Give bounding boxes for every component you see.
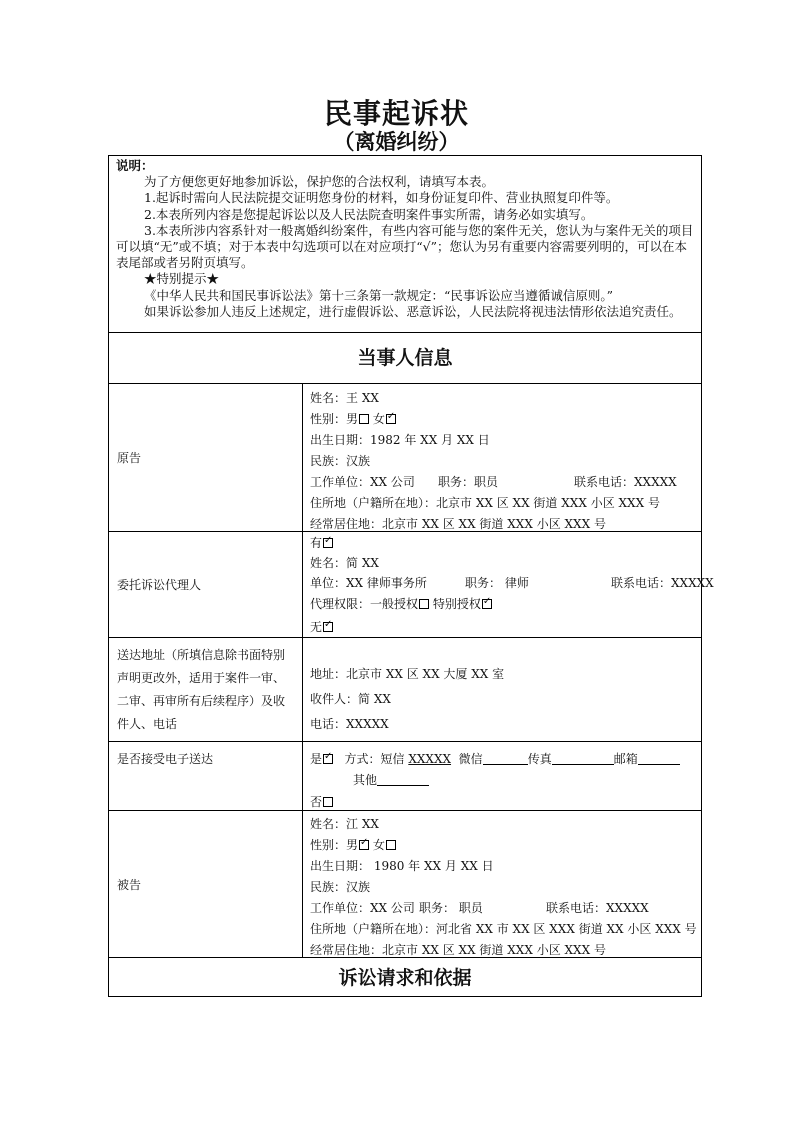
defendant-male-checkbox[interactable]	[359, 840, 369, 850]
no-option: 否	[310, 795, 323, 809]
gender-label: 性别：	[310, 412, 347, 426]
fax-field[interactable]	[552, 752, 614, 765]
plaintiff-name: 姓名：王 XX	[310, 391, 379, 405]
email-label: 邮箱	[613, 752, 638, 766]
plaintiff-residence: 经常居住地：北京市 XX 区 XX 街道 XXX 小区 XXX 号	[310, 517, 606, 531]
instructions-section	[109, 156, 701, 333]
defendant-birth: 出生日期： 1980 年 XX 月 XX 日	[310, 859, 494, 873]
female-option: 女	[372, 838, 385, 852]
instruction-line: 1.起诉时需向人民法院提交证明您身份的材料，如身份证复印件、营业执照复印件等。	[144, 190, 619, 206]
service-address-info	[303, 638, 701, 741]
yes-option: 是	[310, 752, 323, 766]
defendant-row	[109, 811, 701, 958]
complaint-form	[108, 155, 714, 997]
plaintiff-phone: 联系电话：XXXXX	[574, 475, 677, 489]
plaintiff-male-checkbox[interactable]	[359, 414, 369, 424]
plaintiff-domicile: 住所地（户籍所在地）：北京市 XX 区 XX 街道 XXX 小区 XXX 号	[310, 496, 660, 510]
plaintiff-gender	[310, 410, 396, 427]
gender-label: 性别：	[310, 838, 347, 852]
plaintiff-info	[303, 384, 701, 531]
wechat-label: 微信	[458, 752, 483, 766]
defendant-gender	[310, 836, 396, 853]
agent-unit: 单位：XX 律师事务所	[310, 576, 427, 590]
agent-position: 职务： 律师	[465, 576, 529, 590]
service-address-row	[109, 638, 701, 742]
fax-label: 传真	[527, 752, 552, 766]
agent-has-checkbox[interactable]	[323, 538, 333, 548]
defendant-residence: 经常居住地：北京市 XX 区 XX 街道 XXX 小区 XXX 号	[310, 943, 606, 957]
method-label: 方式：短信	[344, 752, 405, 766]
plaintiff-label: 原告	[109, 384, 303, 531]
agent-info	[303, 532, 714, 637]
plaintiff-female-checkbox[interactable]	[386, 414, 396, 424]
authority-label: 代理权限：	[310, 597, 371, 611]
general-authority-checkbox[interactable]	[419, 599, 429, 609]
agent-none	[310, 618, 333, 635]
section-parties: 当事人信息	[109, 333, 701, 384]
defendant-female-checkbox[interactable]	[386, 840, 396, 850]
service-recipient: 收件人：简 XX	[310, 692, 391, 706]
plaintiff-row	[109, 384, 701, 532]
wechat-field[interactable]	[483, 752, 528, 765]
electronic-yes	[310, 750, 680, 767]
electronic-other	[353, 771, 429, 788]
instruction-line: 2.本表所列内容是您提起诉讼以及人民法院查明案件事实所需，请务必如实填写。	[144, 206, 594, 222]
other-label: 其他	[353, 773, 378, 787]
defendant-info	[303, 811, 701, 957]
electronic-no-checkbox[interactable]	[323, 797, 333, 807]
service-address-label: 送达地址（所填信息除书面特别声明更改外，适用于案件一审、二审、再审所有后续程序）及收件人、电话	[109, 638, 303, 741]
none-option: 无	[310, 620, 323, 634]
defendant-label: 被告	[109, 811, 303, 957]
electronic-yes-checkbox[interactable]	[323, 754, 333, 764]
electronic-service-info	[303, 742, 701, 810]
electronic-service-row	[109, 742, 701, 811]
special-authority-checkbox[interactable]	[482, 599, 492, 609]
instruction-line: 如果诉讼参加人违反上述规定，进行虚假诉讼、恶意诉讼，人民法院将视违法情形依法追究责任。	[144, 303, 682, 319]
plaintiff-work: 工作单位：XX 公司	[310, 475, 415, 489]
plaintiff-ethnicity: 民族：汉族	[310, 454, 371, 468]
service-phone: 电话：XXXXX	[310, 717, 389, 731]
document-subtitle: （离婚纠纷）	[333, 129, 460, 154]
agent-row	[109, 532, 714, 638]
male-option: 男	[346, 412, 359, 426]
other-field[interactable]	[377, 773, 429, 786]
defendant-phone: 联系电话：XXXXX	[546, 901, 649, 915]
defendant-position: 职务： 职员	[419, 901, 483, 915]
agent-authority	[310, 595, 492, 612]
defendant-name: 姓名：江 XX	[310, 817, 379, 831]
defendant-domicile: 住所地（户籍所在地）：河北省 XX 市 XX 区 XXX 街道 XX 小区 XXX 号	[310, 922, 697, 936]
email-field[interactable]	[638, 752, 680, 765]
plaintiff-birth: 出生日期：1982 年 XX 月 XX 日	[310, 433, 490, 447]
agent-label: 委托诉讼代理人	[109, 532, 303, 637]
document-title: 民事起诉状	[323, 97, 469, 130]
special-authority-option: 特别授权	[432, 597, 481, 611]
general-authority-option: 一般授权	[370, 597, 419, 611]
instruction-line: 3.本表所涉内容系针对一般离婚纠纷案件，有些内容可能与您的案件无关，您认为与案件无关的项目可以填“无”或不填；对于本表中勾选项可以在对应项打“√”；您认为另有重要内容需要列明的，可以在本表尾部或者另附页填写。	[116, 222, 694, 271]
agent-phone: 联系电话：XXXXX	[611, 576, 714, 590]
sms-value[interactable]: XXXXX	[408, 752, 452, 766]
has-option: 有	[310, 536, 323, 550]
male-option: 男	[346, 838, 359, 852]
female-option: 女	[372, 412, 385, 426]
defendant-ethnicity: 民族：汉族	[310, 880, 371, 894]
agent-none-checkbox[interactable]	[323, 622, 333, 632]
plaintiff-position: 职务：职员	[438, 475, 499, 489]
electronic-no	[310, 793, 333, 810]
instruction-line: 为了方便您更好地参加诉讼，保护您的合法权利，请填写本表。	[144, 174, 495, 190]
instructions-heading: 说明：	[116, 158, 154, 173]
service-address: 地址：北京市 XX 区 XX 大厦 XX 室	[310, 667, 505, 681]
instruction-line: 《中华人民共和国民事诉讼法》第十三条第一款规定：“民事诉讼应当遵循诚信原则。”	[144, 287, 614, 303]
electronic-service-label: 是否接受电子送达	[109, 742, 303, 810]
agent-has	[310, 534, 333, 551]
defendant-work: 工作单位：XX 公司	[310, 901, 415, 915]
agent-name: 姓名：简 XX	[310, 556, 379, 570]
special-notice-heading: ★特别提示★	[144, 271, 220, 287]
section-claims: 诉讼请求和依据	[338, 967, 472, 989]
